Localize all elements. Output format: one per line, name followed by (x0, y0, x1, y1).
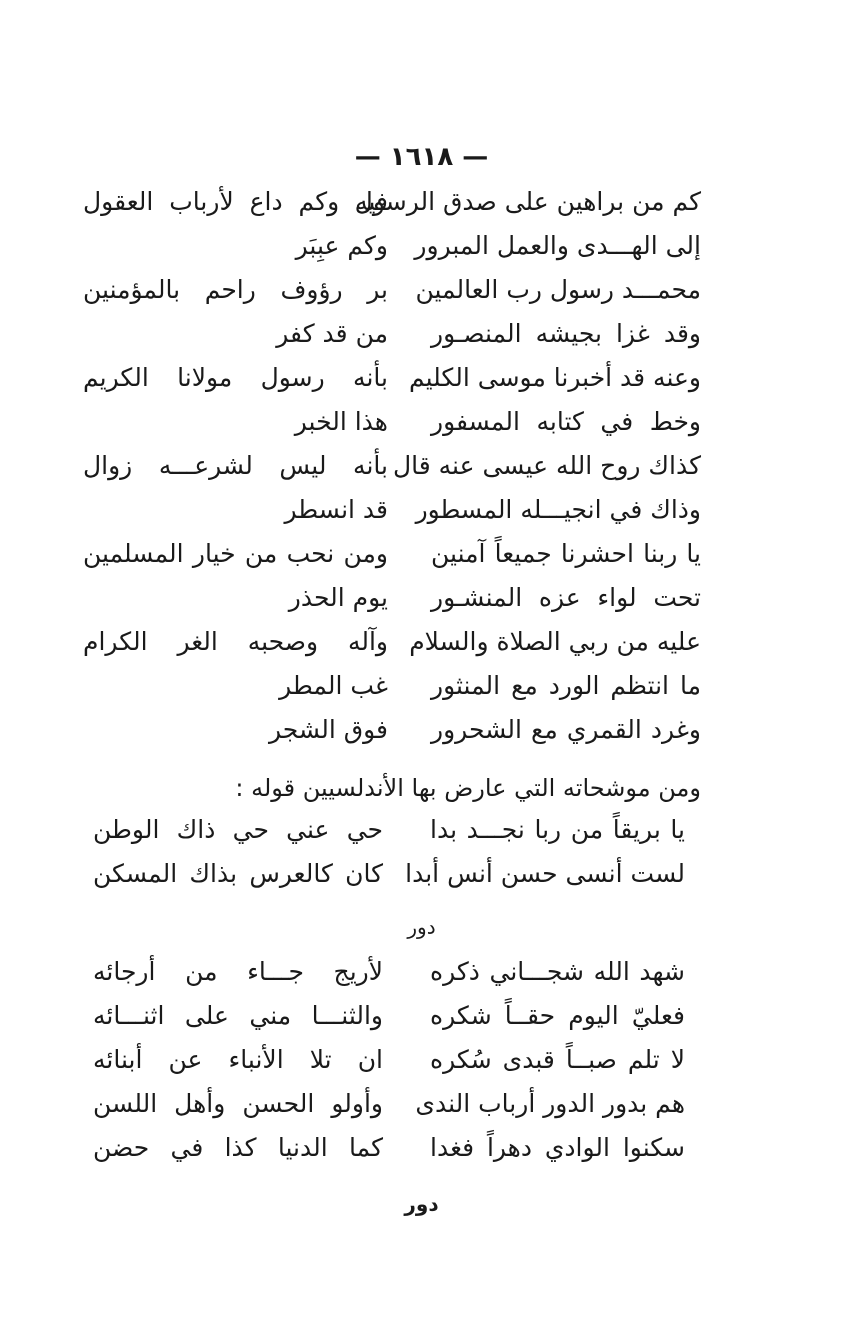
verse-first-hemistich: يا بريقاً من ربا نجـــد بدا (430, 815, 685, 844)
verse-line (0, 708, 843, 752)
verse-first-hemistich: كم من براهين على صدق الرسول (354, 187, 701, 216)
verse-first-hemistich: وخط في كتابه المسفور (431, 407, 701, 436)
verse-first-hemistich: محمـــد رسول رب العالمين (415, 275, 701, 304)
verse-line (0, 994, 843, 1038)
verse-first-hemistich: شهد الله شجـــاني ذكره (430, 957, 685, 986)
verse-first-hemistich: وقد غزا بجيشه المنصـور (431, 319, 701, 348)
verse-line (0, 312, 843, 356)
verse-first-hemistich: تحت لواء عزه المنشـور (431, 583, 701, 612)
verse-second-hemistich: فيه وكم داع لأرباب العقول (83, 187, 388, 216)
verse-line (0, 1082, 843, 1126)
verse-second-hemistich: يوم الحذر (288, 583, 388, 612)
prose-intro-line: ومن موشحاته التي عارض بها الأندلسيين قوله : (235, 774, 701, 802)
verse-line (0, 950, 843, 994)
verse-first-hemistich: هم بدور الدور أرباب الندى (415, 1089, 685, 1118)
verse-first-hemistich: لا تلم صبــاً قبدى سُكره (430, 1045, 685, 1074)
verse-line (0, 1038, 843, 1082)
verse-line (0, 1126, 843, 1170)
verse-second-hemistich: وكم عبِبَر (295, 231, 388, 260)
verse-second-hemistich: حي عني حي ذاك الوطن (93, 815, 383, 844)
section-heading: دور (404, 1192, 439, 1216)
verse-line (0, 664, 843, 708)
verse-second-hemistich: هذا الخبر (294, 407, 388, 436)
verse-second-hemistich: ان تلا الأنباء عن أبنائه (93, 1045, 383, 1074)
verse-second-hemistich: فوق الشجر (268, 715, 388, 744)
page-number: — ١٦١٨ — (354, 142, 489, 172)
verse-second-hemistich: بر رؤوف راحم بالمؤمنين (83, 275, 388, 304)
verse-line (0, 620, 843, 664)
verse-line (0, 444, 843, 488)
verse-first-hemistich: وغرد القمري مع الشحرور (431, 715, 701, 744)
verse-second-hemistich: بأنه ليس لشرعـــه زوال (83, 451, 388, 480)
verse-first-hemistich: عليه من ربي الصلاة والسلام (409, 627, 701, 656)
verse-first-hemistich: لست أنسى حسن أنس أبدا (405, 859, 685, 888)
verse-second-hemistich: غب المطر (279, 671, 388, 700)
verse-first-hemistich: إلى الهـــدى والعمل المبرور (414, 231, 701, 260)
verse-first-hemistich: وعنه قد أخبرنا موسى الكليم (408, 363, 701, 392)
verse-line (0, 224, 843, 268)
verse-second-hemistich: ومن نحب من خيار المسلمين (83, 539, 388, 568)
verse-line (0, 268, 843, 312)
verse-line (0, 400, 843, 444)
verse-second-hemistich: لأريج جـــاء من أرجائه (93, 957, 383, 986)
verse-first-hemistich: يا ربنا احشرنا جميعاً آمنين (431, 539, 701, 568)
verse-second-hemistich: كان كالعرس بذاك المسكن (93, 859, 383, 888)
verse-line (0, 532, 843, 576)
verse-line (0, 576, 843, 620)
verse-second-hemistich: بأنه رسول مولانا الكريم (83, 363, 388, 392)
verse-line (0, 852, 843, 896)
verse-first-hemistich: وذاك في انجيـــله المسطور (415, 495, 701, 524)
verse-first-hemistich: كذاك روح الله عيسى عنه قال (392, 451, 701, 480)
verse-first-hemistich: سكنوا الوادي دهراً فغدا (430, 1133, 685, 1162)
verse-line (0, 356, 843, 400)
verse-first-hemistich: فعليّ اليوم حقــاً شكره (430, 1001, 685, 1030)
verse-second-hemistich: من قد كفر (276, 319, 388, 348)
verse-second-hemistich: كما الدنيا كذا في حضن (93, 1133, 383, 1162)
verse-first-hemistich: ما انتظم الورد مع المنثور (431, 671, 701, 700)
verse-second-hemistich: والثنـــا مني على اثنـــائه (93, 1001, 383, 1030)
verse-line (0, 808, 843, 852)
verse-second-hemistich: وآله وصحبه الغر الكرام (83, 627, 388, 656)
verse-line (0, 488, 843, 532)
verse-second-hemistich: وأولو الحسن وأهل اللسن (93, 1089, 383, 1118)
verse-second-hemistich: قد انسطر (284, 495, 388, 524)
section-heading: دور (407, 915, 436, 939)
verse-line (0, 180, 843, 224)
